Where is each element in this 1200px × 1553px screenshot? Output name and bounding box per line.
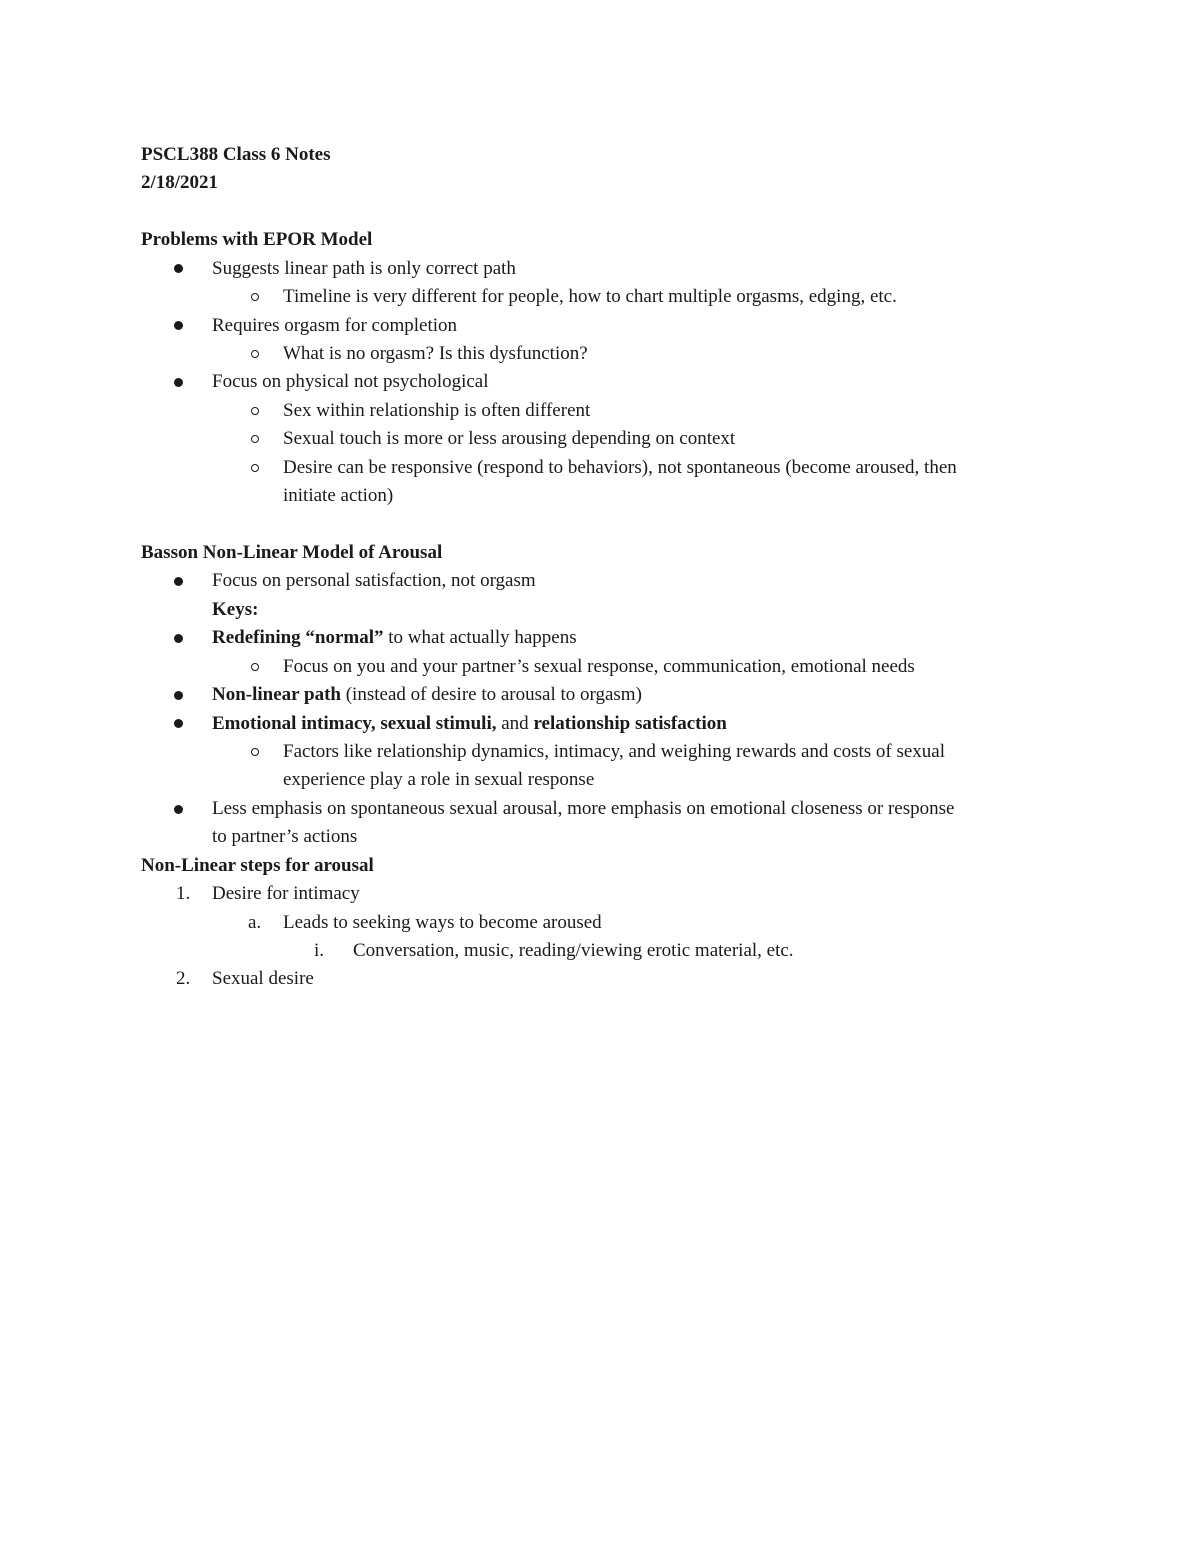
list-item-text: and <box>496 713 534 734</box>
list-letter: a. <box>248 912 262 933</box>
list-item: Focus on you and your partner’s sexual response, communication, emotional needs <box>283 656 915 677</box>
list-roman: i. <box>314 940 325 961</box>
sub-bullet-icon <box>251 663 259 671</box>
section-heading-basson: Basson Non-Linear Model of Arousal <box>141 542 443 563</box>
sub-bullet-icon <box>251 748 259 756</box>
list-item-text: to what actually happens <box>383 627 577 648</box>
list-item: Conversation, music, reading/viewing erotic material, etc. <box>353 940 794 961</box>
list-number: 1. <box>176 883 191 904</box>
bullet-icon <box>174 719 183 728</box>
sub-bullet-icon <box>251 435 259 443</box>
list-item: Timeline is very different for people, how to chart multiple orgasms, edging, etc. <box>283 286 897 307</box>
bullet-icon <box>174 577 183 586</box>
sub-bullet-icon <box>251 407 259 415</box>
list-item: Sexual touch is more or less arousing depending on context <box>283 428 736 449</box>
list-item <box>212 681 642 709</box>
list-item: Less emphasis on spontaneous sexual arousal, more emphasis on emotional closeness or response <box>212 798 955 819</box>
list-item-continuation: initiate action) <box>283 485 394 506</box>
list-item-text: (instead of desire to arousal to orgasm) <box>340 684 642 705</box>
list-item <box>212 710 727 738</box>
list-item: Factors like relationship dynamics, intimacy, and weighing rewards and costs of sexual <box>283 741 946 762</box>
sub-bullet-icon <box>251 293 259 301</box>
document-date: 2/18/2021 <box>141 172 219 193</box>
list-item: Desire can be responsive (respond to behaviors), not spontaneous (become aroused, then <box>283 457 957 478</box>
list-number: 2. <box>176 968 191 989</box>
list-item: Sex within relationship is often different <box>283 400 591 421</box>
section-heading-epor: Problems with EPOR Model <box>141 229 373 250</box>
list-item: Desire for intimacy <box>212 883 360 904</box>
bullet-icon <box>174 634 183 643</box>
list-item: Focus on physical not psychological <box>212 371 489 392</box>
list-item-bold: Redefining “normal” <box>212 627 384 648</box>
sub-bullet-icon <box>251 350 259 358</box>
bullet-icon <box>174 691 183 700</box>
bullet-icon <box>174 264 183 273</box>
list-item: What is no orgasm? Is this dysfunction? <box>283 343 588 364</box>
sub-bullet-icon <box>251 464 259 472</box>
list-item: Focus on personal satisfaction, not orgasm <box>212 570 536 591</box>
list-item-bold: Non-linear path <box>212 684 341 705</box>
section-heading-steps: Non-Linear steps for arousal <box>141 855 374 876</box>
list-item: Suggests linear path is only correct path <box>212 258 516 279</box>
list-item-continuation: experience play a role in sexual response <box>283 769 595 790</box>
list-item-bold: relationship satisfaction <box>533 713 727 734</box>
list-item: Leads to seeking ways to become aroused <box>283 912 602 933</box>
list-item <box>212 624 577 652</box>
bullet-icon <box>174 321 183 330</box>
list-item-continuation: to partner’s actions <box>212 826 358 847</box>
document-title: PSCL388 Class 6 Notes <box>141 144 331 165</box>
list-item-bold: Emotional intimacy, sexual stimuli, <box>212 713 497 734</box>
bullet-icon <box>174 378 183 387</box>
bullet-icon <box>174 805 183 814</box>
keys-label: Keys: <box>212 599 259 620</box>
list-item: Requires orgasm for completion <box>212 315 458 336</box>
list-item: Sexual desire <box>212 968 314 989</box>
